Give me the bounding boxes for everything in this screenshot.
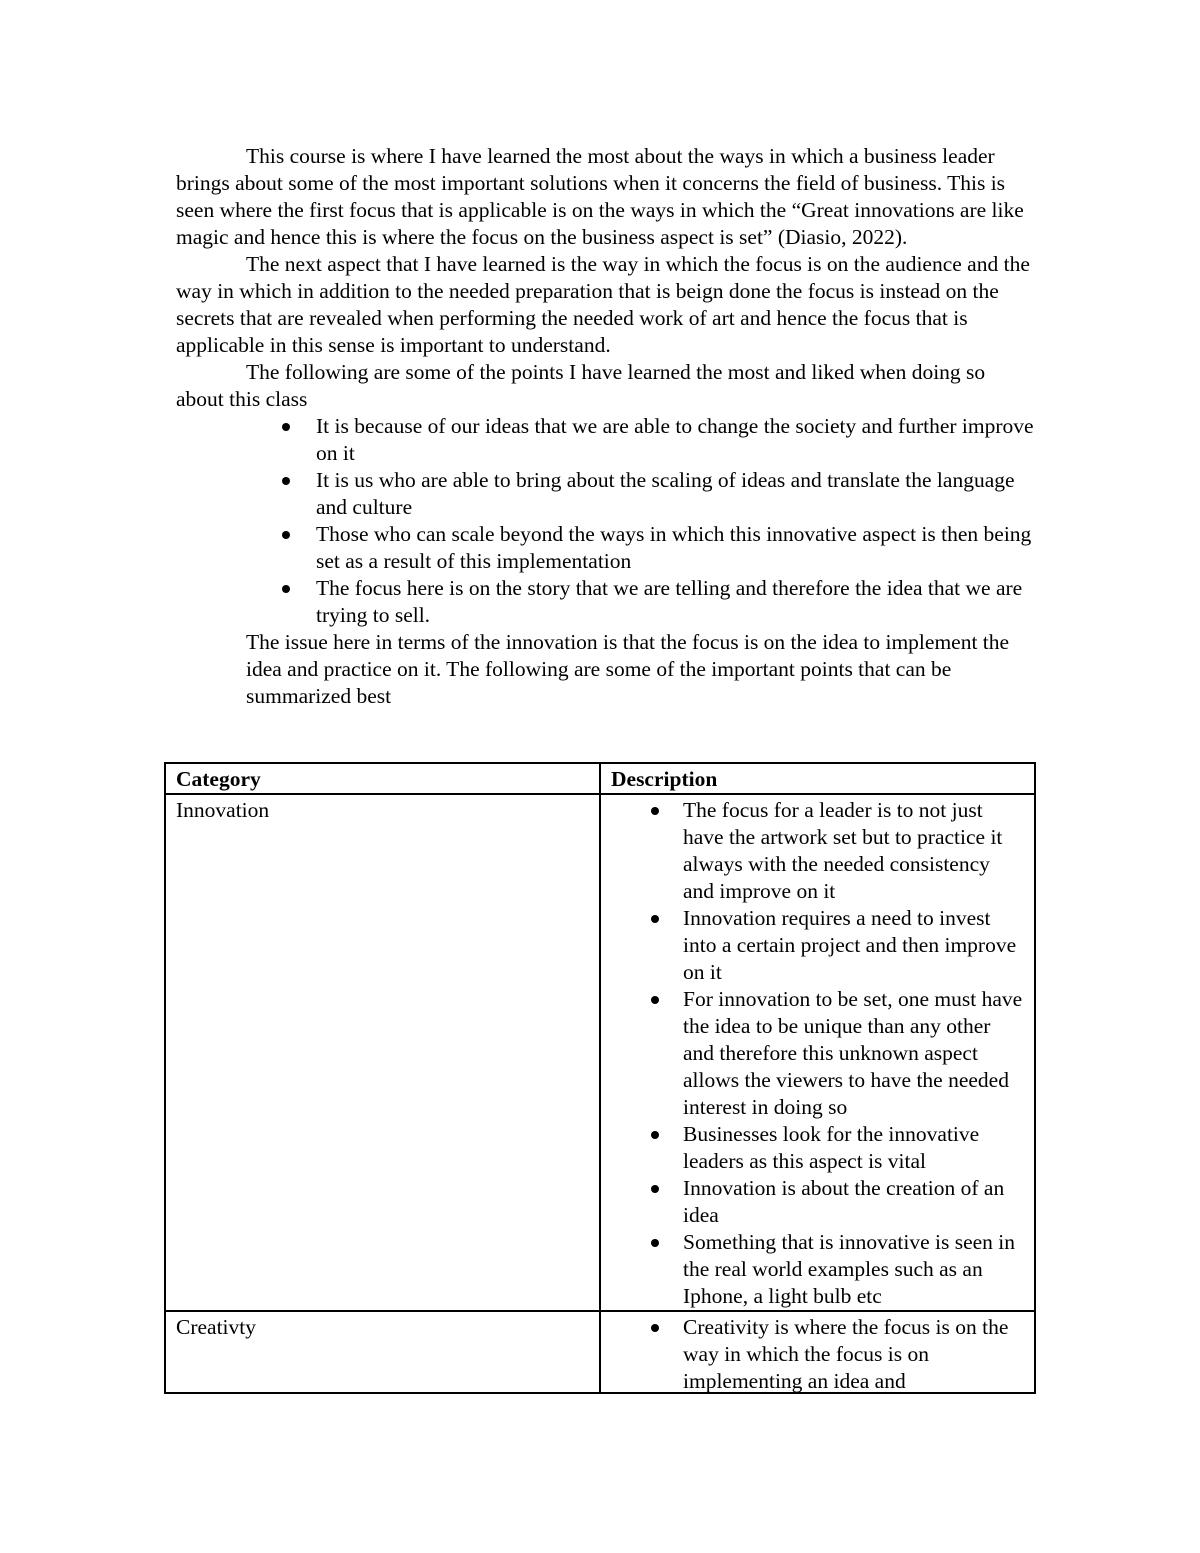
bullet-icon: [651, 1131, 659, 1139]
description-cell: [600, 794, 1035, 1311]
essay-body: [176, 143, 1036, 710]
list-item: The focus for a leader is to not just have the artwork set but to practice it always with the needed consistency and improve on it: [683, 797, 1024, 905]
paragraph-3: The following are some of the points I have learned the most and liked when doing so about this class: [176, 360, 986, 411]
bullet-icon: [282, 585, 290, 593]
header-category: Category: [165, 763, 600, 794]
list-item: For innovation to be set, one must have the idea to be unique than any other and therefore this unknown aspect allows the viewers to have the needed interest in doing so: [683, 986, 1024, 1121]
bullet-icon: [282, 531, 290, 539]
learned-points-list: [176, 413, 1036, 629]
table-row: [165, 1311, 1035, 1393]
paragraph-2: The next aspect that I have learned is the way in which the focus is on the audience and the way in which in addition to the needed preparation that is beign done the focus is instead on the secrets that are revealed when performing the needed work of art and hence the focus that is applicable in this sense is important to understand.: [176, 252, 1030, 357]
list-item: Creativity is where the focus is on the way in which the focus is on implementing an idea and: [683, 1314, 1024, 1392]
bullet-icon: [282, 477, 290, 485]
list-item: The focus here is on the story that we are telling and therefore the idea that we are trying to sell.: [316, 575, 1036, 629]
description-list: [611, 797, 1024, 1310]
list-item: Those who can scale beyond the ways in which this innovative aspect is then being set as a result of this implementation: [316, 521, 1036, 575]
bullet-icon: [651, 1239, 659, 1247]
list-item: Something that is innovative is seen in the real world examples such as an Iphone, a light bulb etc: [683, 1229, 1024, 1310]
bullet-icon: [651, 807, 659, 815]
description-clip: [611, 1314, 1024, 1392]
bullet-icon: [651, 1185, 659, 1193]
category-cell: Creativty: [165, 1311, 600, 1393]
closing-paragraph: The issue here in terms of the innovation is that the focus is on the idea to implement the idea and practice on it. The following are some of the important points that can be summarized best: [246, 630, 1010, 708]
table-row: [165, 794, 1035, 1311]
bullet-icon: [651, 1324, 659, 1332]
list-item: It is because of our ideas that we are able to change the society and further improve on it: [316, 413, 1036, 467]
description-list: [611, 1314, 1024, 1392]
table-header-row: [165, 763, 1035, 794]
list-item: Innovation requires a need to invest into a certain project and then improve on it: [683, 905, 1024, 986]
bullet-icon: [651, 915, 659, 923]
paragraph-1: This course is where I have learned the most about the ways in which a business leader brings about some of the most important solutions when it concerns the field of business. This is seen where the first focus that is applicable is on the ways in which the “Great innovations are like magic and hence this is where the focus on the business aspect is set” (Diasio, 2022).: [176, 144, 1024, 249]
list-item: It is us who are able to bring about the scaling of ideas and translate the language and culture: [316, 467, 1036, 521]
description-cell: [600, 1311, 1035, 1393]
category-cell: Innovation: [165, 794, 600, 1311]
list-item: Businesses look for the innovative leaders as this aspect is vital: [683, 1121, 1024, 1175]
bullet-icon: [282, 423, 290, 431]
summary-table: [164, 762, 1036, 1394]
bullet-icon: [651, 996, 659, 1004]
list-item: Innovation is about the creation of an idea: [683, 1175, 1024, 1229]
header-description: Description: [600, 763, 1035, 794]
